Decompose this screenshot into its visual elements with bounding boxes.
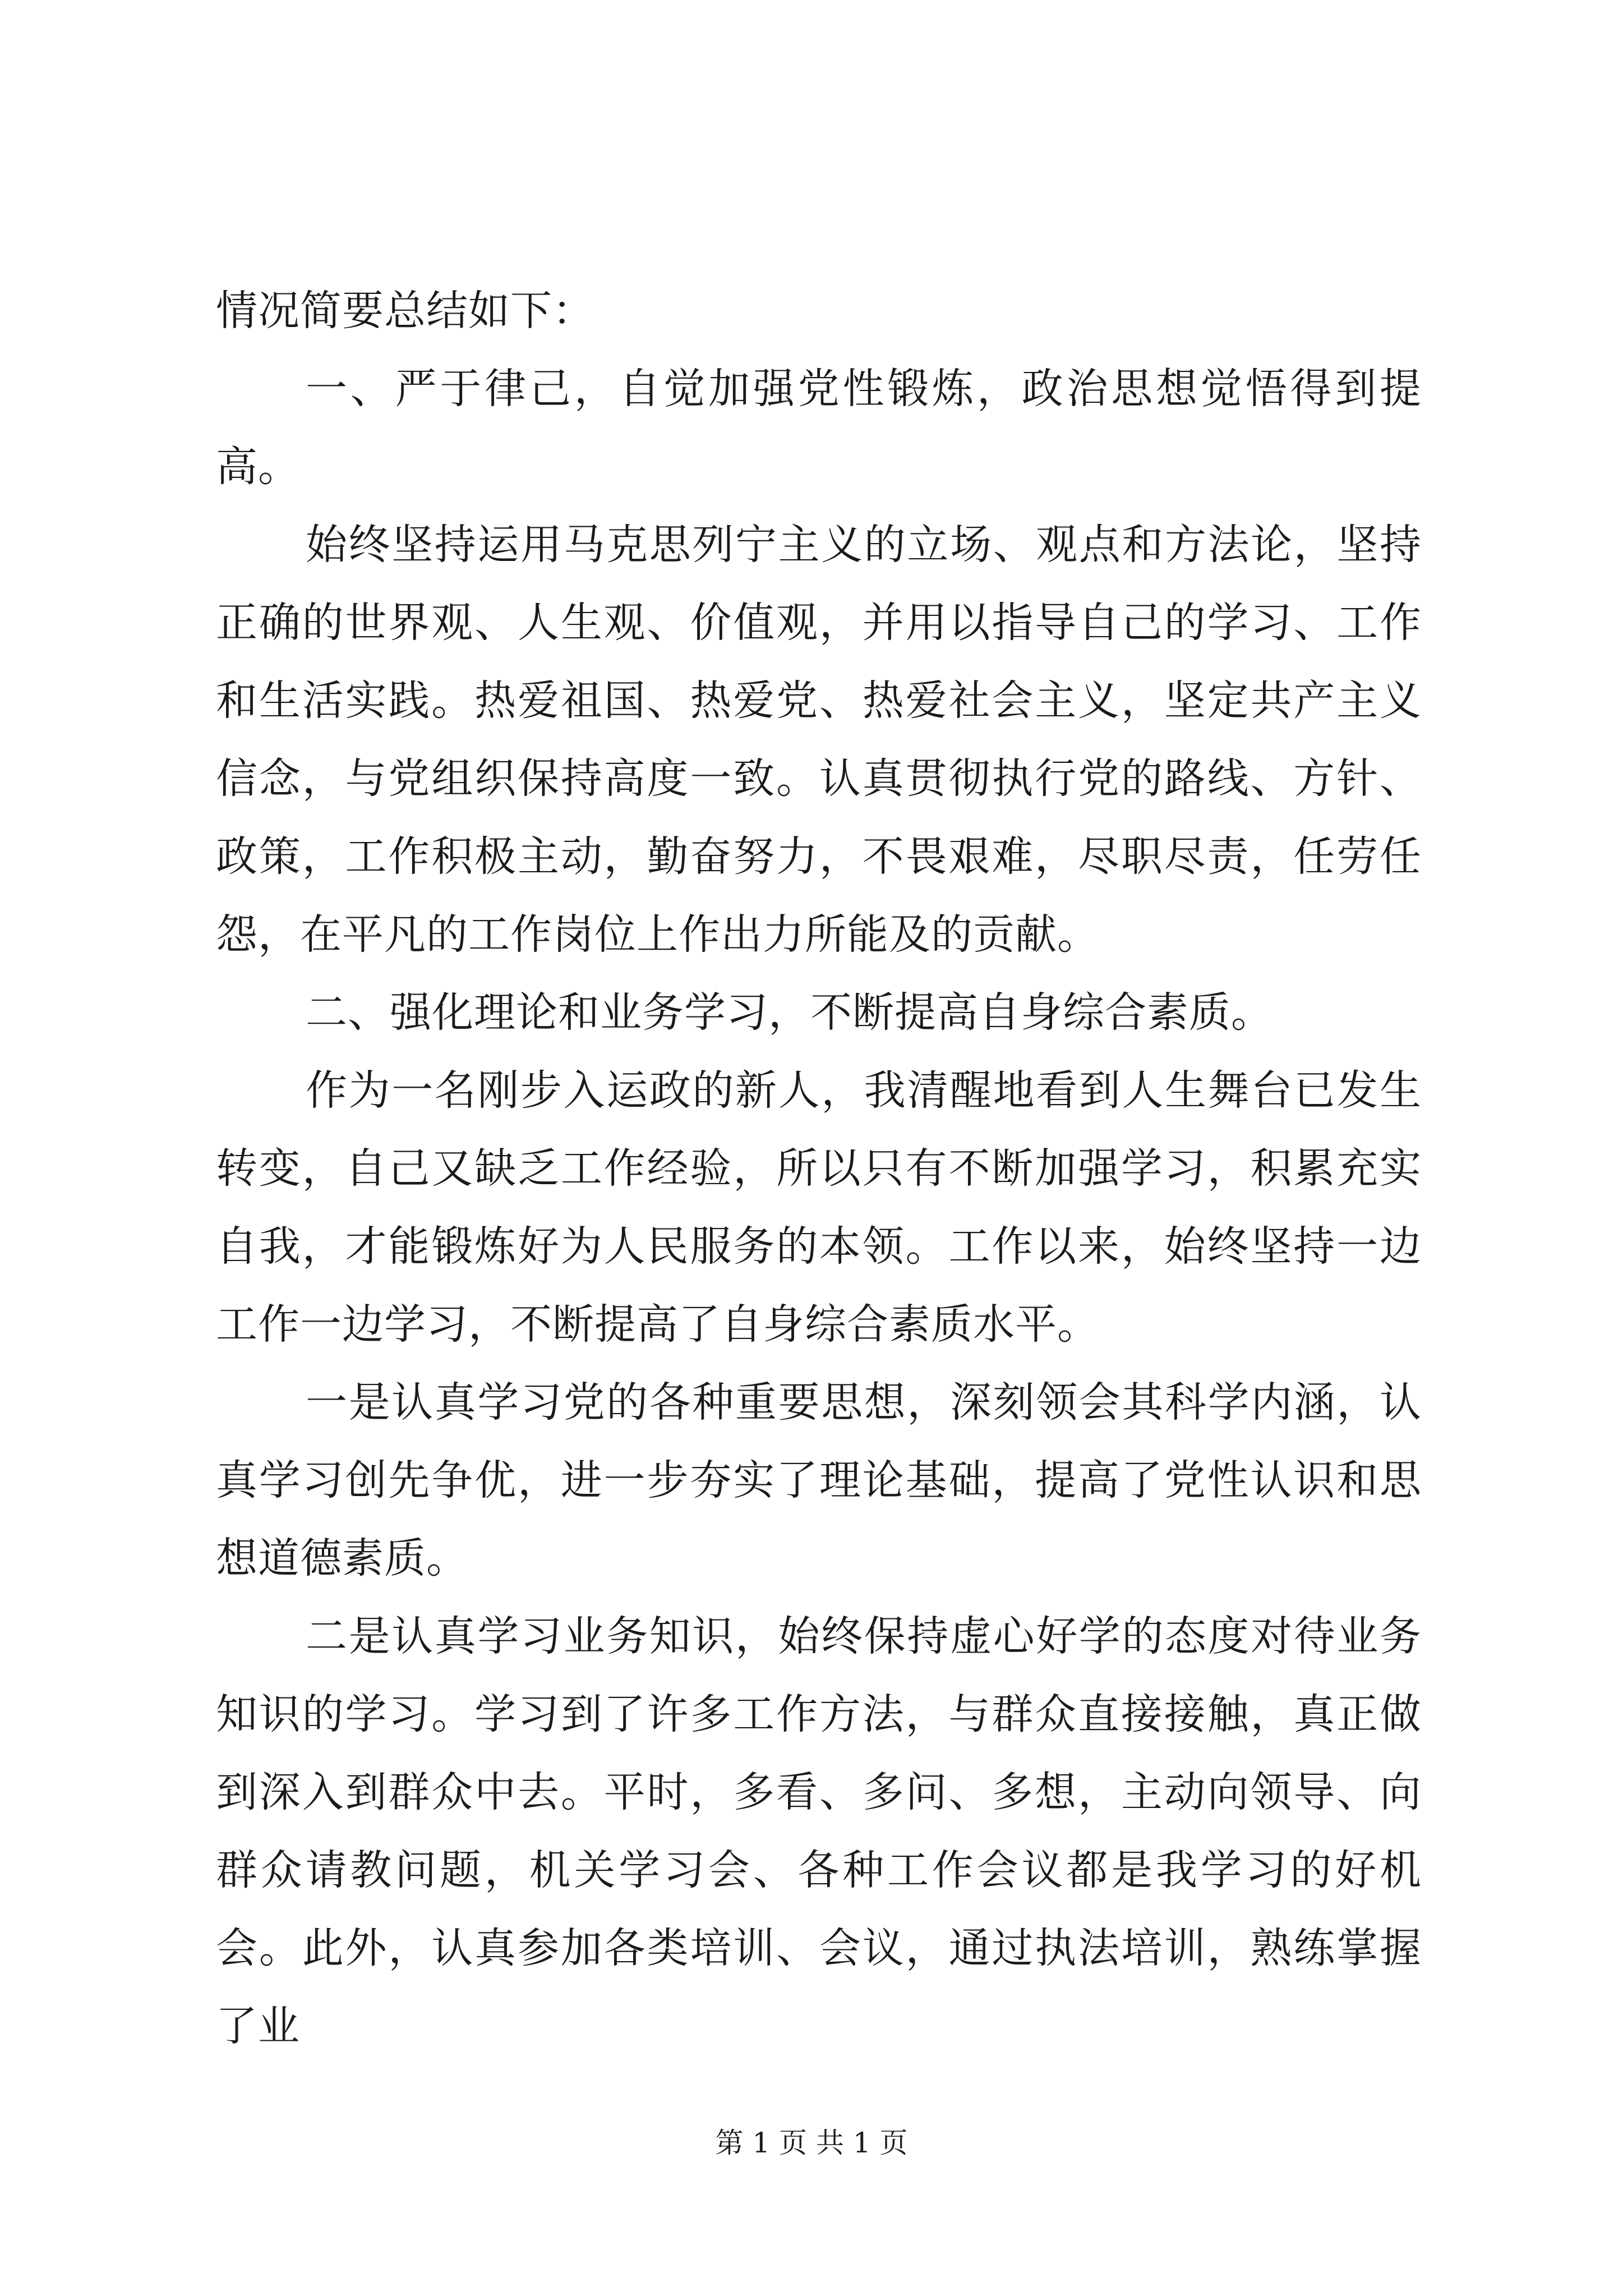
heading-section-one: 一、严于律己，自觉加强党性锻炼，政治思想觉悟得到提高。	[216, 365, 1422, 491]
paragraph-intro: 情况简要总结如下：	[216, 287, 594, 335]
paragraph-point-one: 一是认真学习党的各种重要思想，深刻领会其科学内涵，认真学习创先争优，进一步夯实了理论基础，提高了党性认识和思想道德素质。	[216, 1378, 1422, 1582]
paragraph-point-two: 二是认真学习业务知识，始终保持虚心好学的态度对待业务知识的学习。学习到了许多工作方法，与群众直接接触，真正做到深入到群众中去。平时，多看、多问、多想，主动向领导、向群众请教问题，机关学习会、各种工作会议都是我学习的好机会。此外，认真参加各类培训、会议，通过执法培训，熟练掌握了业	[216, 1612, 1422, 2050]
paragraph-section-two-body: 作为一名刚步入运政的新人，我清醒地看到人生舞台已发生转变，自己又缺乏工作经验，所以只有不断加强学习，积累充实自我，才能锻炼好为人民服务的本领。工作以来，始终坚持一边工作一边学习，不断提高了自身综合素质水平。	[216, 1066, 1422, 1349]
document-body	[216, 272, 1422, 2065]
heading-section-two: 二、强化理论和业务学习，不断提高自身综合素质。	[306, 988, 1273, 1037]
page-footer: 第 1 页 共 1 页	[715, 2127, 908, 2159]
paragraph-section-one-body: 始终坚持运用马克思列宁主义的立场、观点和方法论，坚持正确的世界观、人生观、价值观，并用以指导自己的学习、工作和生活实践。热爱祖国、热爱党、热爱社会主义，坚定共产主义信念，与党组织保持高度一致。认真贯彻执行党的路线、方针、政策，工作积极主动，勤奋努力，不畏艰难，尽职尽责，任劳任怨，在平凡的工作岗位上作出力所能及的贡献。	[216, 521, 1422, 959]
